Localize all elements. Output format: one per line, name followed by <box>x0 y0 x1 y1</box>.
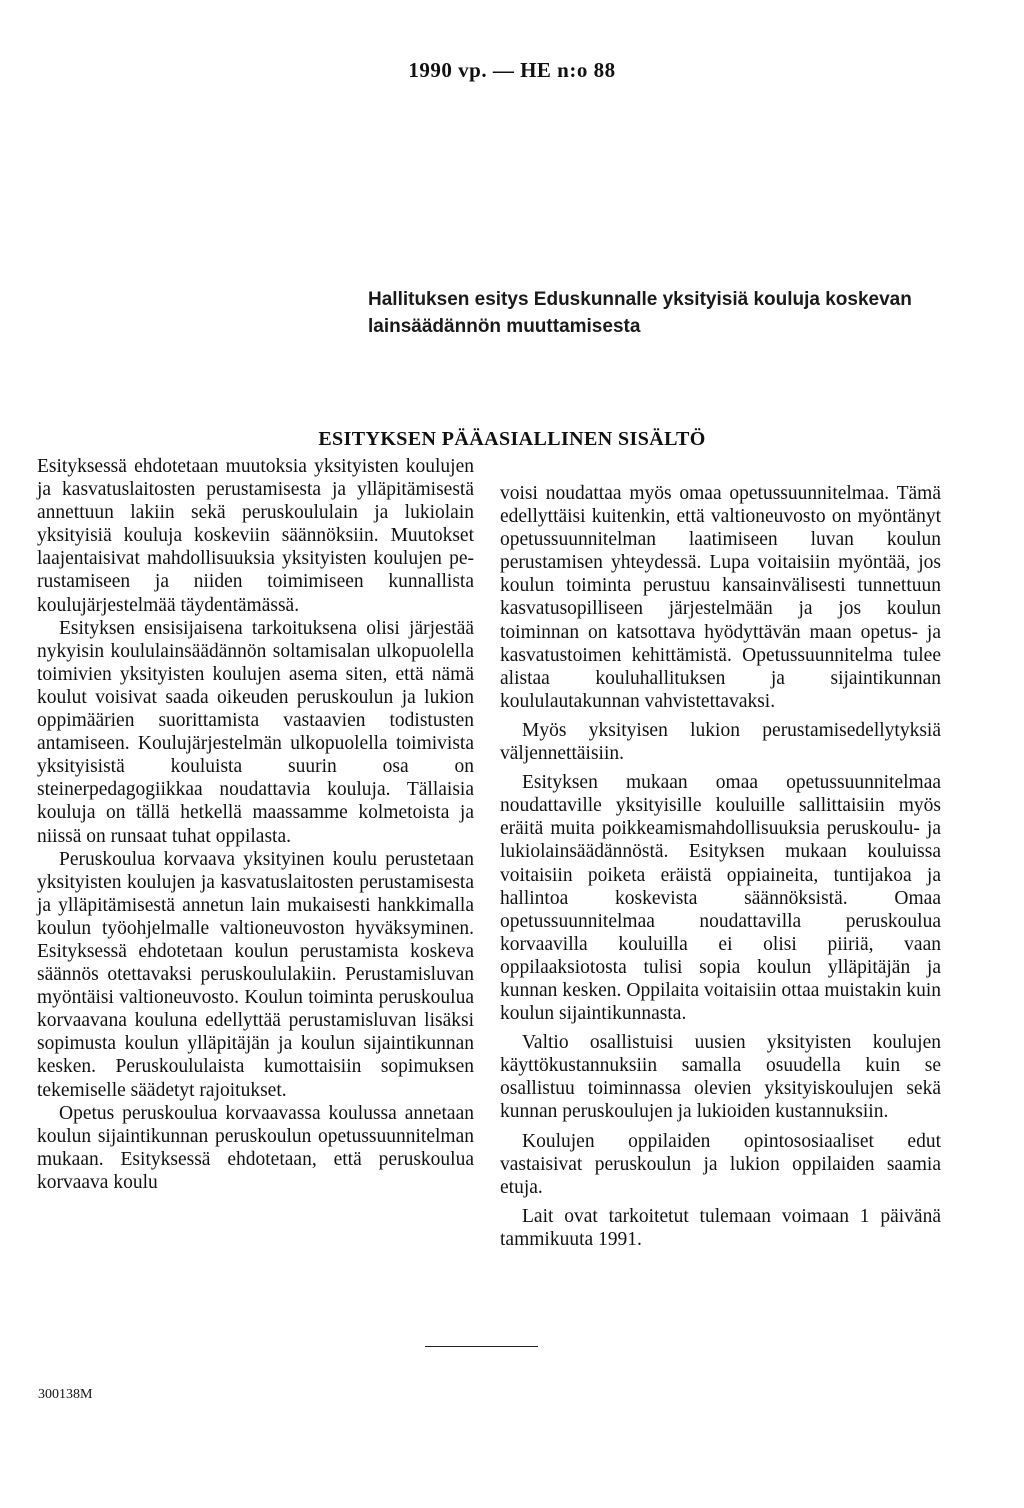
right-paragraph-5: Koulujen oppilaiden opintososiaaliset edut vastaisivat peruskoulun ja lukion oppilaiden saamia etuja. <box>500 1130 941 1198</box>
left-paragraph-3: Peruskoulua korvaava yksityinen koulu perustetaan yksityisten koulujen ja kasvatuslaitosten perustamisesta ja ylläpitämisestä annetun lain mukaisesti hankkimalla koulun työohjelmalle valtioneuvoston hyväksyminen. Esityksessä ehdotetaan koulun perustamista koskeva säännös otettavaksi peruskoululakiin. Perustamisluvan myöntäisi valtioneuvosto. Koulun toiminta peruskoulua korvaavana kouluna edellyttää perustamisluvan lisäksi sopimusta koulun ylläpitäjän ja koulun sijaintikunnan kesken. Peruskoululaista kumottaisiin sopimuksen tekemiselle säädetyt rajoitukset. <box>37 848 474 1101</box>
right-column <box>500 482 941 1251</box>
left-paragraph-1: Esityksessä ehdotetaan muutoksia yksityisten koulujen ja kasvatuslaitosten perustamisesta ja ylläpitämisestä annettuun lakiin sekä peruskoululain ja lukiolain yksityisiä kouluja koskeviin säännöksiin. Muutokset laajentaisivat mahdollisuuksia yksityisten koulujen perustamiseen ja niiden toimimiseen kunnallista koulujärjestelmää täydentämässä. <box>37 456 474 616</box>
document-code: 300138M <box>38 1387 93 1402</box>
right-paragraph-3: Esityksen mukaan omaa opetussuunnitelmaa noudattaville yksityisille kouluille sallittaisiin myös eräitä muita poikkeamismahdollisuuksia peruskoulu- ja lukiolainsäädännöstä. Esityksen mukaan kouluissa voitaisiin poiketa eräistä oppiaineita, tuntijakoa ja hallintoa koskevista säännöksistä. Omaa opetussuunnitelmaa noudattavilla peruskoulua korvaavilla kouluilla ei olisi piiriä, vaan oppilaaksiotosta tulisi sopia koulun ylläpitäjän ja kunnan kesken. Oppilaita voitaisiin ottaa muistakin kuin koulun sijaintikunnasta. <box>500 772 941 1025</box>
section-heading: ESITYKSEN PÄÄASIALLINEN SISÄLTÖ <box>318 428 706 450</box>
left-column <box>37 455 474 1194</box>
right-paragraph-6: Lait ovat tarkoitetut tulemaan voimaan 1 päivänä tammikuuta 1991. <box>500 1205 941 1250</box>
running-head: 1990 vp. — HE n:o 88 <box>408 58 616 82</box>
end-rule-divider <box>425 1346 538 1347</box>
right-paragraph-4: Valtio osallistuisi uusien yksityisten koulujen käyttökustannuksiin samalla osuudella kuin se osallistuu toiminnassa olevien yksityiskoulujen sekä kunnan peruskoulujen ja lukioiden kustannuksiin. <box>500 1032 941 1123</box>
right-paragraph-2: Myös yksityisen lukion perustamisedellytyksiä väljennettäisiin. <box>500 719 941 765</box>
right-paragraph-1: voisi noudattaa myös omaa opetussuunnitelmaa. Tämä edellyttäisi kuitenkin, että valtioneuvosto on myöntänyt opetussuunnitelman laatimiseen luvan koulun perustamisen yhteydessä. Lupa voitaisiin myöntää, jos koulun toiminta perustuu kansainvälisesti tunnettuun kasvatusopilliseen järjestelmään ja jos koulun toiminnan on katsottava hyödyttävän maan opetus- ja kasvatustoimen kehittämistä. Opetussuunnitelma tulee alistaa kouluhallituksen ja sijaintikunnan koululautakunnan vahvistettavaksi. <box>500 483 941 712</box>
document-title: Hallituksen esitys Eduskunnalle yksityisiä kouluja koskevan lainsäädännön muuttamisesta <box>368 289 912 337</box>
left-paragraph-4: Opetus peruskoulua korvaavassa koulussa annetaan koulun sijaintikunnan peruskoulun opetussuunnitelman mukaan. Esityksessä ehdotetaan, että peruskoulua korvaava koulu <box>37 1102 474 1193</box>
left-paragraph-2: Esityksen ensisijaisena tarkoituksena olisi järjestää nykyisin koululainsäädännön soltamisalan ulkopuolella toimivien yksityisten koulujen asema siten, että nämä koulut voisivat saada oikeuden peruskoulun ja lukion oppimäärien suorittamista vastaavien todistusten antamiseen. Koulujärjestelmän ulkopuolella toimivista yksityisistä kouluista suurin osa on steinerpedagogiikkaa noudattavia kouluja. Tällaisia kouluja on tällä hetkellä maassamme kolmetoista ja niissä on runsaat tuhat oppilasta. <box>37 617 474 847</box>
